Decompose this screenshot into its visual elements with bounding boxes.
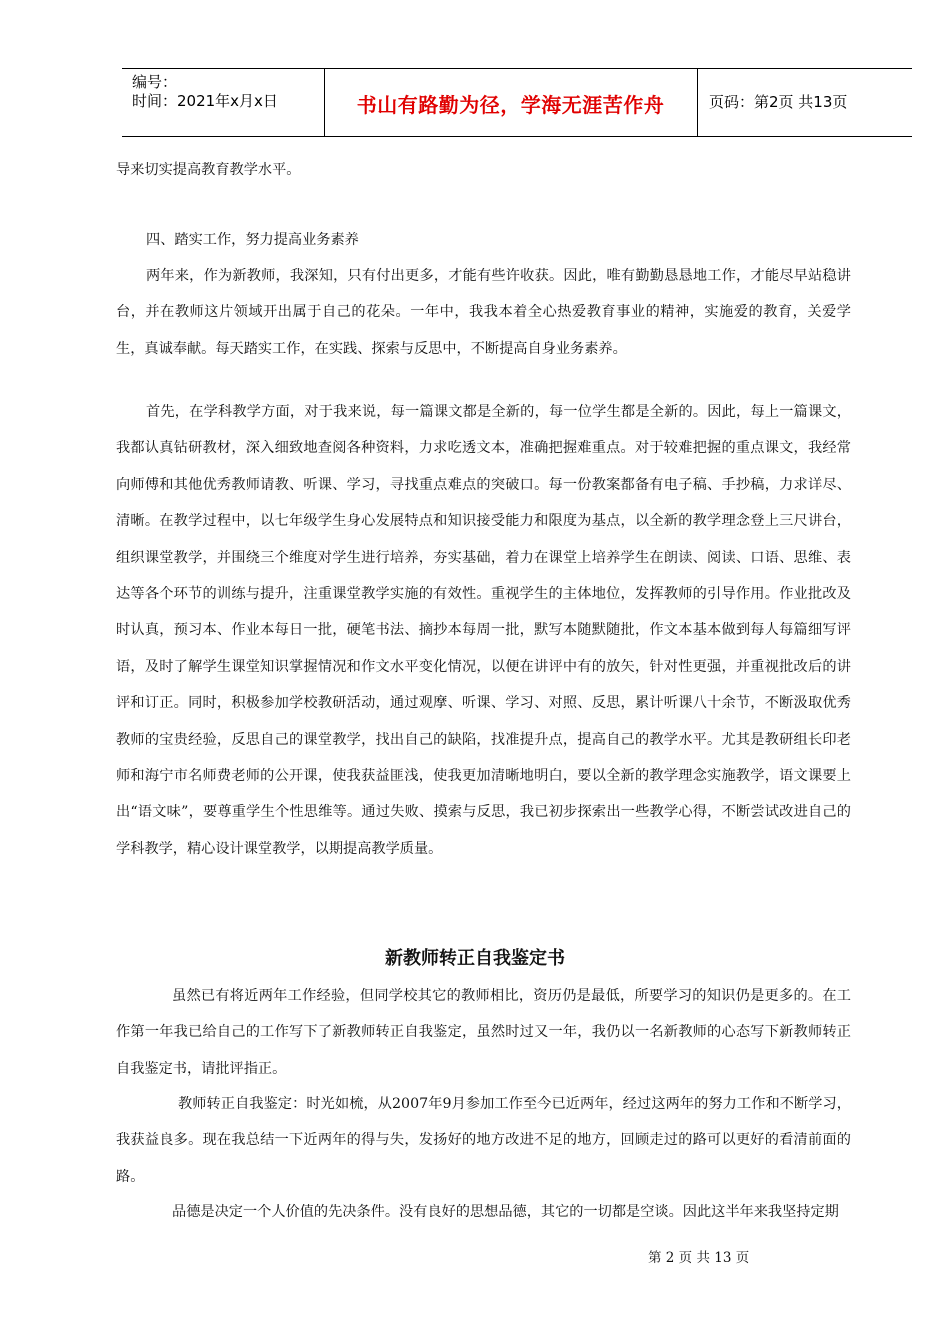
paragraph-3: 虽然已有将近两年工作经验，但同学校其它的教师相比，资历仍是最低，所要学习的知识仍是更多的。在工作第一年我已给自己的工作写下了新教师转正自我鉴定，虽然时过又一年，我仍以一名新教师的心态写下新教师转正自我鉴定书，请批评指正。 [116,988,851,1077]
header-meta-cell [122,69,325,136]
number-label: 编号： [132,73,178,91]
header-page-cell [697,69,912,136]
time-label: 时间：2021年x月x日 [132,92,278,110]
page-code: 页码：第2页 共13页 [709,93,848,111]
page-footer: 第 2 页 共 13 页 [648,1250,750,1266]
paragraph-1: 两年来，作为新教师，我深知，只有付出更多，才能有些许收获。因此，唯有勤勤恳恳地工作，才能尽早站稳讲台，并在教师这片领域开出属于自己的花朵。一年中，我我本着全心热爱教育事业的精神，实施爱的教育，关爱学生，真诚奉献。每天踏实工作，在实践、探索与反思中，不断提高自身业务素养。 [116,268,851,357]
header-motto-cell [324,69,698,136]
paragraph-continuation: 导来切实提高教育教学水平。 [116,162,301,178]
section-heading: 四、踏实工作，努力提高业务素养 [146,232,359,248]
document-header [122,68,912,137]
paragraph-2: 首先，在学科教学方面，对于我来说，每一篇课文都是全新的，每一位学生都是全新的。因此，每上一篇课文，我都认真钻研教材，深入细致地查阅各种资料，力求吃透文本，准确把握难重点。对于较难把握的重点课文，我经常向师傅和其他优秀教师请教、听课、学习，寻找重点难点的突破口。每一份教案都备有电子稿、手抄稿，力求详尽、清晰。在教学过程中，以七年级学生身心发展特点和知识接受能力和限度为基点，以全新的教学理念登上三尺讲台，组织课堂教学，并围绕三个维度对学生进行培养，夯实基础，着力在课堂上培养学生在朗读、阅读、口语、思维、表达等各个环节的训练与提升，注重课堂教学实施的有效性。重视学生的主体地位，发挥教师的引导作用。作业批改及时认真，预习本、作业本每日一批，硬笔书法、摘抄本每周一批，默写本随默随批，作文本基本做到每人每篇细写评语，及时了解学生课堂知识掌握情况和作文水平变化情况，以便在讲评中有的放矢，针对性更强，并重视批改后的讲评和订正。同时，积极参加学校教研活动，通过观摩、听课、学习、对照、反思，累计听课八十余节，不断汲取优秀教师的宝贵经验，反思自己的课堂教学，找出自己的缺陷，找准提升点，提高自己的教学水平。尤其是教研组长印老师和海宁市名师费老师的公开课，使我获益匪浅，使我更加清晰地明白，要以全新的教学理念实施教学，语文课要上出“语文味”，要尊重学生个性思维等。通过失败、摸索与反思，我已初步探索出一些教学心得，不断尝试改进自己的学科教学，精心设计课堂教学，以期提高教学质量。 [116,404,851,857]
document-title: 新教师转正自我鉴定书 [385,948,565,969]
paragraph-5: 品德是决定一个人价值的先决条件。没有良好的思想品德，其它的一切都是空谈。因此这半年来我坚持定期 [172,1204,839,1220]
paragraph-4: 教师转正自我鉴定：时光如梳，从2007年9月参加工作至今已近两年，经过这两年的努力工作和不断学习，我获益良多。现在我总结一下近两年的得与失，发扬好的地方改进不足的地方，回顾走过的路可以更好的看清前面的路。 [116,1096,851,1185]
motto-text: 书山有路勤为径，学海无涯苦作舟 [356,93,665,117]
